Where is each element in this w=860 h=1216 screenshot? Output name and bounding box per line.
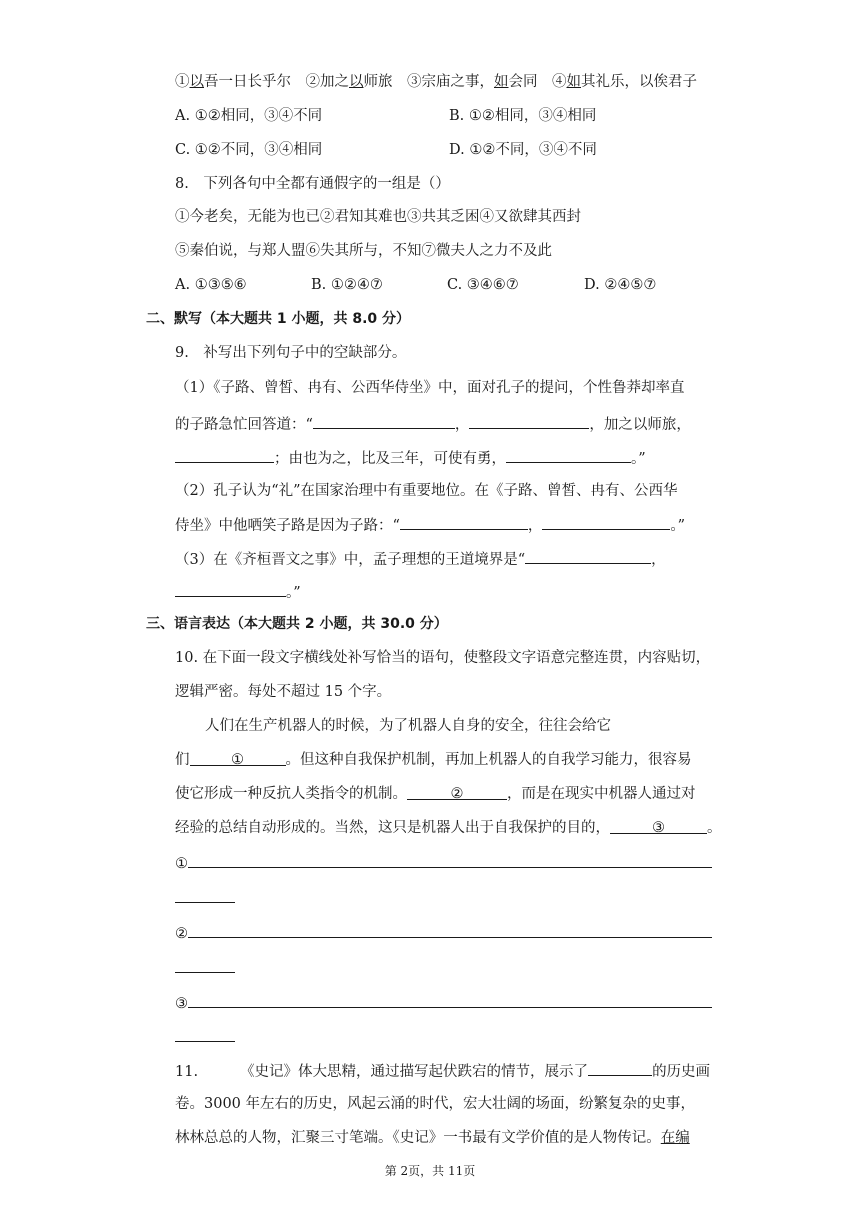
text: 师旅 ③宗庙之事， — [363, 74, 494, 90]
text: ；由也为之，比及三年，可使有勇， — [274, 451, 506, 467]
text: 。 — [707, 820, 722, 836]
q8-line-1: ①今老矣，无能为也已②君知其难也③共其乏困④又欲肆其西封 — [175, 209, 581, 225]
answer-blank[interactable] — [188, 852, 712, 868]
answer-blank[interactable] — [588, 1060, 652, 1076]
q11-line1 — [175, 1060, 710, 1082]
underlined-word: 如 — [494, 74, 509, 90]
answer-line-3 — [175, 992, 712, 1014]
q7-option-c[interactable]: C. ①②不同，③④相同 — [175, 142, 323, 158]
passage-blank-1[interactable] — [190, 750, 286, 766]
answer-line-2-cont — [175, 957, 235, 979]
answer-blank[interactable] — [313, 413, 455, 429]
q10-passage-line4 — [175, 818, 722, 838]
q8-stem: 8. 下列各句中全都有通假字的一组是（） — [175, 176, 450, 192]
text: 经验的总结自动形成的。当然，这只是机器人出于自我保护的目的， — [175, 820, 610, 836]
text: ，而是在现实中机器人通过对 — [507, 786, 696, 802]
section-heading-dictation: 二、默写（本大题共 1 小题，共 8.0 分） — [146, 311, 411, 327]
q8-option-c[interactable]: C. ③④⑥⑦ — [447, 277, 519, 293]
text: 。” — [631, 451, 646, 467]
answer-blank[interactable] — [188, 992, 712, 1008]
q9-part1-line1: （1）《子路、曾皙、冉有、公西华侍坐》中，面对孔子的提问，个性鲁莽却率直 — [175, 380, 685, 396]
q9-part2-line1: （2）孔子认为“礼”在国家治理中有重要地位。在《子路、曾皙、冉有、公西华 — [175, 483, 678, 499]
text: 。但这种自我保护机制，再加上机器人的自我学习能力，很容易 — [285, 752, 692, 768]
passage-blank-3[interactable] — [610, 818, 707, 834]
answer-label: ① — [175, 856, 188, 872]
page-footer: 第 2页，共 11页 — [384, 1164, 476, 1178]
passage-blank-2[interactable] — [407, 784, 507, 800]
underlined-word: 以 — [349, 74, 364, 90]
text: 《史记》体大思精，通过描写起伏跌宕的情节，展示了 — [240, 1064, 589, 1080]
q10-passage-line2 — [175, 750, 692, 770]
answer-blank[interactable] — [400, 514, 528, 530]
q7-option-a[interactable]: A. ①②相同，③④不同 — [175, 108, 323, 124]
question-number: 11. — [175, 1064, 199, 1080]
answer-line-2 — [175, 922, 712, 944]
q8-option-a[interactable]: A. ①③⑤⑥ — [175, 277, 247, 293]
underlined-text: 在编 — [660, 1130, 690, 1146]
blank-marker: ① — [231, 752, 244, 768]
text: ， — [527, 518, 543, 534]
text: 使它形成一种反抗人类指令的机制。 — [175, 786, 407, 802]
text: 林林总总的人物，汇聚三寸笔端。《史记》一书最有文学价值的是人物传记。 — [175, 1130, 661, 1146]
text: 的子路急忙回答道：“ — [175, 417, 313, 433]
answer-blank[interactable] — [175, 447, 274, 463]
underlined-word: 如 — [566, 74, 581, 90]
text: ， — [454, 417, 470, 433]
q7-items-line — [175, 72, 697, 92]
answer-label: ③ — [175, 996, 188, 1012]
underlined-word: 以 — [189, 74, 204, 90]
answer-line-3-cont — [175, 1026, 235, 1048]
text: 会同 ④ — [508, 74, 567, 90]
q10-passage-line1: 人们在生产机器人的时候，为了机器人自身的安全，往往会给它 — [205, 718, 611, 734]
section-heading-language-expression: 三、语言表达（本大题共 2 小题，共 30.0 分） — [146, 616, 448, 632]
answer-blank[interactable] — [175, 1026, 235, 1042]
answer-blank[interactable] — [175, 581, 286, 597]
answer-blank[interactable] — [525, 548, 651, 564]
text: ，加之以师旅， — [589, 417, 691, 433]
text: 侍坐》中他哂笑子路是因为子路：“ — [175, 518, 400, 534]
blank-marker: ③ — [652, 820, 665, 836]
q9-part3-line2 — [175, 581, 301, 603]
answer-line-1-cont — [175, 887, 235, 909]
text: 。” — [286, 585, 301, 601]
text: 吾一日长乎尔 ②加之 — [204, 74, 349, 90]
answer-blank[interactable] — [542, 514, 670, 530]
q10-stem-line2: 逻辑严密。每处不超过 15 个字。 — [175, 684, 392, 700]
text: ① — [175, 74, 190, 90]
q9-part2-line2 — [175, 514, 685, 536]
answer-blank[interactable] — [469, 413, 589, 429]
q10-passage-line3 — [175, 784, 696, 804]
q7-option-d[interactable]: D. ①②不同，③④不同 — [449, 142, 597, 158]
q7-option-b[interactable]: B. ①②相同，③④相同 — [449, 108, 597, 124]
text: 其礼乐，以俟君子 — [581, 74, 697, 90]
answer-blank[interactable] — [188, 922, 712, 938]
answer-blank[interactable] — [175, 957, 235, 973]
answer-blank[interactable] — [175, 887, 235, 903]
q11-line3 — [175, 1128, 690, 1148]
q8-option-d[interactable]: D. ②④⑤⑦ — [584, 277, 657, 293]
text: 们 — [175, 752, 190, 768]
text: ， — [651, 552, 666, 568]
q9-stem: 9. 补写出下列句子中的空缺部分。 — [175, 345, 407, 361]
text: 。” — [670, 518, 686, 534]
blank-marker: ② — [450, 786, 464, 802]
q11-line2: 卷。3000 年左右的历史，风起云涌的时代，宏大壮阔的场面，纷繁复杂的史事， — [175, 1096, 696, 1112]
q10-stem-line1: 10. 在下面一段文字横线处补写恰当的语句，使整段文字语意完整连贯，内容贴切， — [175, 650, 711, 666]
text: 的历史画 — [652, 1064, 711, 1080]
q9-part1-line2 — [175, 413, 691, 435]
text: （3）在《齐桓晋文之事》中，孟子理想的王道境界是“ — [175, 552, 526, 568]
q9-part3-line1 — [175, 548, 666, 570]
answer-line-1 — [175, 852, 712, 874]
q8-option-b[interactable]: B. ①②④⑦ — [311, 277, 383, 293]
q9-part1-line3 — [175, 447, 646, 469]
q8-line-2: ⑤秦伯说，与郑人盟⑥失其所与，不知⑦微夫人之力不及此 — [175, 243, 552, 259]
answer-blank[interactable] — [506, 447, 631, 463]
answer-label: ② — [175, 926, 188, 942]
